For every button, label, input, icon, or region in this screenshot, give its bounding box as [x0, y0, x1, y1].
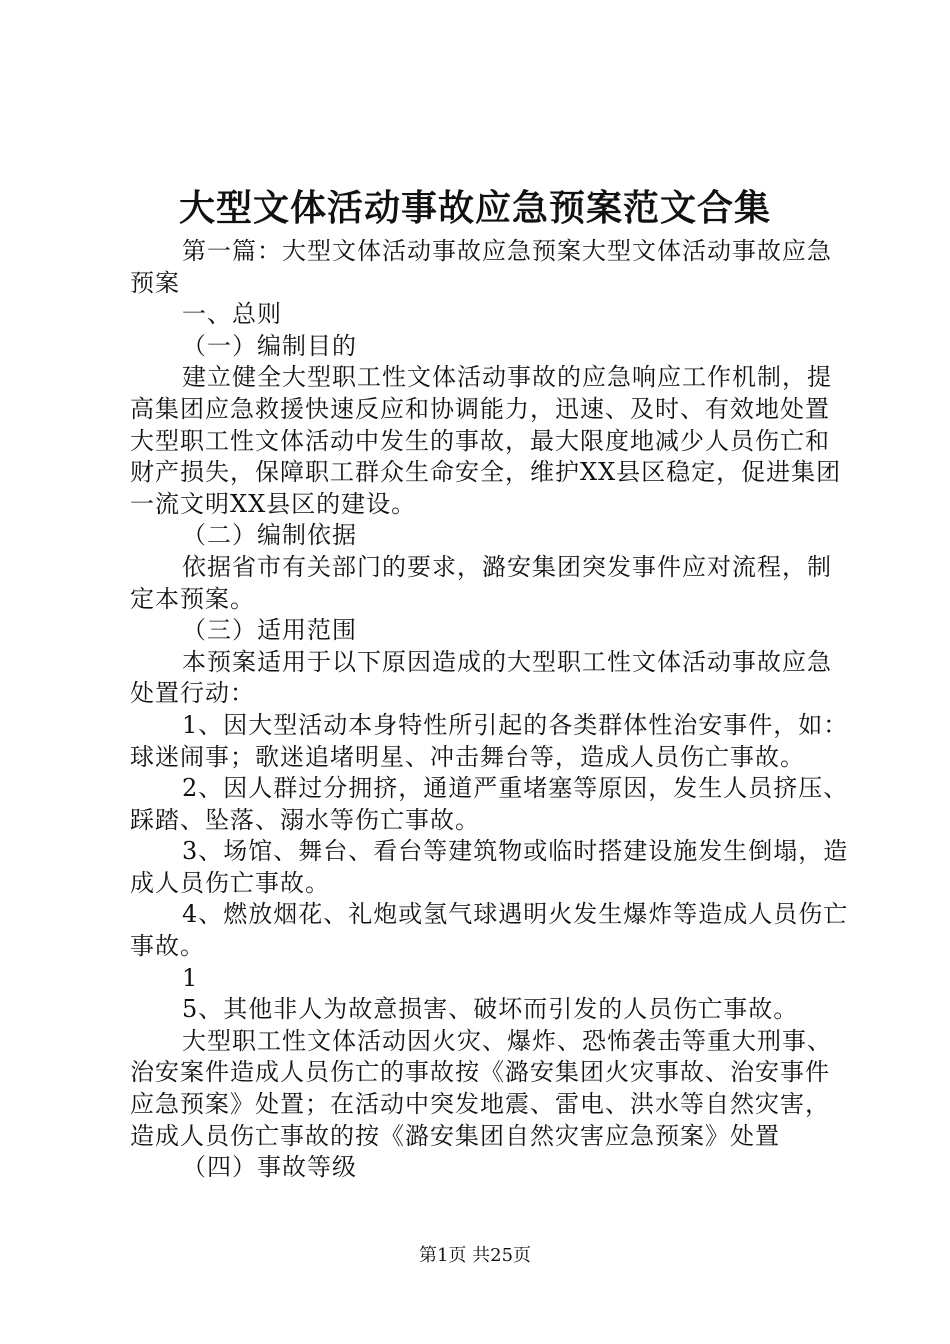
paragraph-basis-text: 依据省市有关部门的要求，潞安集团突发事件应对流程，制定本预案。 [130, 552, 832, 613]
paragraph-scope-item-5: 5、其他非人为故意损害、破坏而引发的人员伤亡事故。 [182, 995, 799, 1024]
page-footer: 第1页 共25页 [418, 1245, 532, 1266]
paragraph-scope-item-2: 2、因人群过分拥挤，通道严重堵塞等原因，发生人员挤压、踩踏、坠落、溺水等伤亡事故。 [130, 774, 849, 834]
paragraph-section-general: 一、总则 [182, 300, 282, 329]
paragraph-chapter-heading: 第一篇：大型文体活动事故应急预案大型文体活动事故应急预案 [130, 237, 832, 297]
paragraph-scope-item-4: 4、燃放烟花、礼炮或氢气球遇明火发生爆炸等造成人员伤亡事故。 [130, 900, 849, 961]
document-title: 大型文体活动事故应急预案范文合集 [178, 187, 771, 229]
paragraph-subsection-scope: （三）适用范围 [182, 616, 357, 645]
paragraph-subsection-level: （四）事故等级 [182, 1153, 357, 1182]
paragraph-scope-item-1: 1、因大型活动本身特性所引起的各类群体性治安事件，如：球迷闹事；歌迷追堵明星、冲击舞台等，造成人员伤亡事故。 [130, 710, 849, 771]
paragraph-scope-text: 本预案适用于以下原因造成的大型职工性文体活动事故应急处置行动： [130, 647, 832, 708]
paragraph-scope-item-3: 3、场馆、舞台、看台等建筑物或临时搭建设施发生倒塌，造成人员伤亡事故。 [130, 837, 849, 897]
document-body [130, 236, 850, 1184]
paragraph-subsection-purpose: （一）编制目的 [182, 331, 357, 360]
paragraph-subsection-basis: （二）编制依据 [182, 521, 357, 550]
paragraph-scope-note: 大型职工性文体活动因火灾、爆炸、恐怖袭击等重大刑事、治安案件造成人员伤亡的事故按《潞安集团火灾事故、治安事件应急预案》处置；在活动中突发地震、雷电、洪水等自然灾害，造成人员伤亡事故的按《潞安集团自然灾害应急预案》处置 [130, 1026, 832, 1150]
paragraph-stray-number: 1 [182, 963, 199, 992]
paragraph-purpose-text: 建立健全大型职工性文体活动事故的应急响应工作机制，提高集团应急救援快速反应和协调能力，迅速、及时、有效地处置大型职工性文体活动中发生的事故，最大限度地减少人员伤亡和财产损失，保障职工群众生命安全，维护XX县区稳定，促进集团一流文明XX县区的建设。 [130, 363, 842, 518]
